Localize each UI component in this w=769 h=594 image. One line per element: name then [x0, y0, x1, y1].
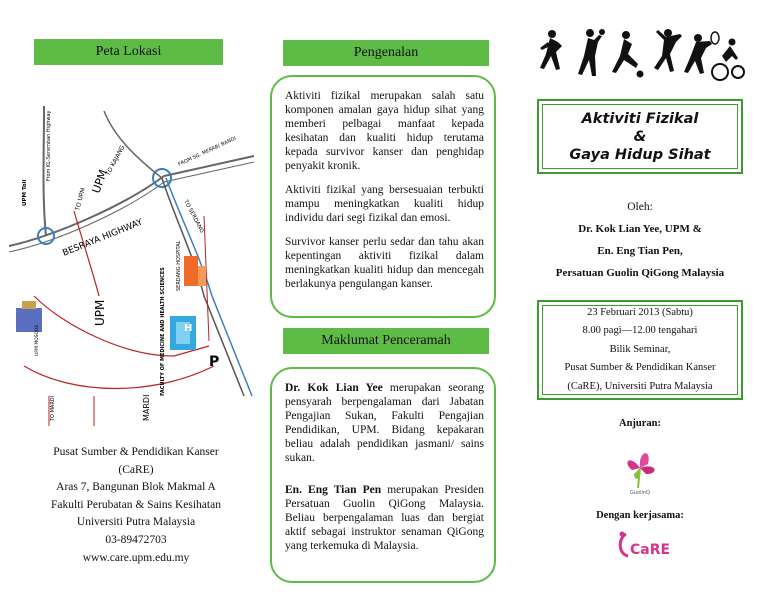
serdang-road	[162, 178, 244, 396]
by-label: Oleh:	[627, 201, 653, 213]
speaker-name: En. Eng Tian Pen	[285, 484, 382, 496]
to-upm-label: TO UPM	[74, 187, 88, 212]
address-block	[20, 444, 252, 567]
speaker-box	[270, 367, 496, 583]
event-venue: Pusat Sumber & Pendidikan Kanser	[564, 362, 716, 374]
upm-label-top: UPM	[89, 167, 111, 196]
mardi-road-red	[24, 366, 214, 389]
hospital-building-2	[198, 266, 206, 286]
care-logo-text: CaRE	[630, 542, 671, 558]
address-line: Universiti Putra Malaysia	[76, 516, 196, 529]
address-line: Pusat Sumber & Pendidikan Kanser	[53, 446, 219, 458]
website-link[interactable]: www.care.upm.edu.my	[82, 551, 190, 564]
speaker-desc: merupakan seorang pensyarah berpengalaman dari Jabatan Pengajian Sukan, Fakulti Pengajian Pendidikan, UPM. Bidang kepakaran beliau adalah pendidikan jasmani/ sains sukan.	[285, 382, 484, 464]
intro-paragraph: Aktiviti fizikal yang bersesuaian terbukti mampu meningkatkan kualiti hidup individu dari segi fizikal dan emosi.	[285, 184, 484, 224]
event-title-ampersand: &	[633, 128, 647, 145]
location-map	[4, 96, 258, 426]
hospital-sign: H	[184, 323, 193, 334]
upm-label-center: UPM	[93, 299, 107, 326]
care-logo	[616, 528, 674, 562]
sports-icons	[540, 28, 745, 84]
sports-silhouettes	[540, 28, 745, 84]
guolin-logo-icon	[612, 440, 668, 496]
toll-label: UPM Toll	[22, 179, 28, 206]
intro-paragraph: Aktiviti fizikal merupakan salah satu komponen amalan gaya hidup sihat yang memberi pelbagai manfaat kepada kesihatan dan kualiti hidup terutama kepada survivor kanser dan penghidap penyakit kronik.	[285, 90, 484, 172]
event-title-line: Aktiviti Fizikal	[581, 110, 699, 127]
football-kicker-icon	[612, 31, 644, 78]
presenter-2: En. Eng Tian Pen,	[597, 245, 683, 257]
mosque-dome	[22, 301, 36, 309]
mosque-label: UPM MOSQUE	[35, 324, 40, 356]
event-venue: Bilik Seminar,	[609, 343, 671, 355]
hospital-building	[184, 256, 198, 286]
intro-paragraph: Survivor kanser perlu sedar dan tahu akan kepentingan aktiviti fizikal dalam meningkatkan kualiti hidup dan mencegah berlakunya pengulangan kanser.	[285, 236, 484, 290]
organizer-label: Anjuran:	[618, 418, 661, 429]
to-serdang-label: TO SERDANG	[182, 199, 205, 235]
to-kajang-label: TO KAJANG	[104, 144, 127, 177]
map-section-title: Peta Lokasi	[34, 39, 223, 65]
presenter-org: Persatuan Guolin QiGong Malaysia	[555, 267, 725, 279]
parking-sign: P	[209, 354, 220, 370]
event-title-line: Gaya Hidup Sihat	[569, 146, 711, 163]
guolin-logo-text: GuolinQ	[630, 490, 650, 496]
mardi-label: MARDI	[142, 394, 151, 421]
speaker-section-title: Maklumat Penceramah	[283, 328, 489, 354]
address-line: Aras 7, Bangunan Blok Makmal A	[56, 481, 216, 494]
intro-box	[270, 75, 496, 318]
event-time: 8.00 pagi—12.00 tengahari	[582, 325, 698, 337]
highway-label: From KL-Seremban Highway	[46, 110, 52, 181]
speaker-name: Dr. Kok Lian Yee	[285, 382, 383, 394]
sg-merab-label: FROM SG. MERAB/ BANGI	[177, 135, 238, 168]
intro-section-title: Pengenalan	[283, 40, 489, 66]
jumping-athlete-icon	[654, 29, 682, 72]
phone-number: 03-89472703	[105, 533, 167, 546]
presenter-1: Dr. Kok Lian Yee, UPM &	[578, 223, 702, 235]
address-line: (CaRE)	[118, 463, 154, 476]
address-line: Fakulti Perubatan & Sains Kesihatan	[51, 498, 221, 511]
care-logo-icon	[616, 528, 674, 562]
presenter-block	[537, 196, 743, 284]
guolin-logo	[612, 440, 668, 496]
faculty-label: FACULTY OF MEDICINE AND HEALTH SCIENCES	[160, 267, 166, 396]
cyclist-icon	[712, 39, 744, 81]
besraya-label: BESRAYA HIGHWAY	[61, 217, 145, 259]
speaker-bio	[285, 483, 484, 553]
event-title-box	[537, 99, 743, 174]
event-date: 23 Februari 2013 (Sabtu)	[587, 306, 693, 318]
to-mardi-label: TO MARDI	[50, 395, 56, 421]
event-venue: (CaRE), Universiti Putra Malaysia	[567, 380, 713, 392]
hospital-label: SERDANG HOSPITAL	[176, 240, 182, 291]
map-drawing	[4, 96, 258, 426]
partner-label: Dengan kerjasama:	[596, 510, 684, 521]
basketball-player-icon	[578, 29, 605, 76]
speaker-desc: merupakan Presiden Persatuan Guolin QiGong Malaysia. Beliau berpengalaman luas dan bergiat aktif sebagai instruktor senaman QiGong yang terkemuka di Malaysia.	[285, 484, 484, 552]
runner-icon	[540, 30, 562, 70]
event-details-box	[537, 300, 743, 400]
speaker-bio	[285, 381, 484, 465]
